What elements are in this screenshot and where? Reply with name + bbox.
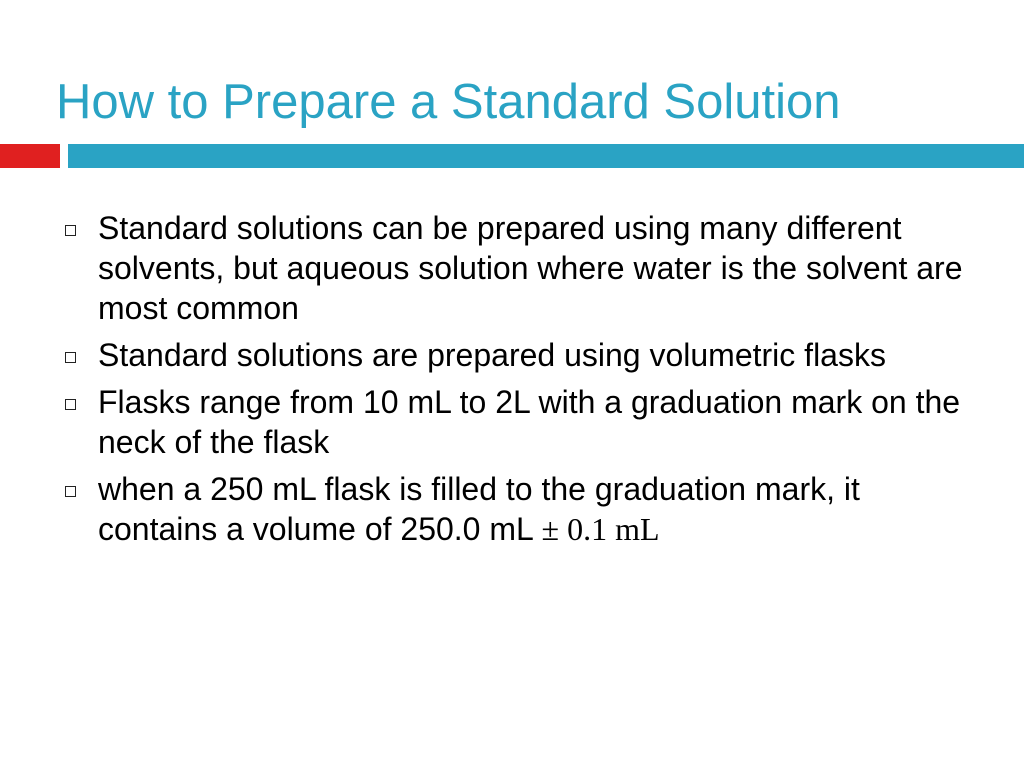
- bullet-text: Flasks range from 10 mL to 2L with a graduation mark on the neck of the flask: [98, 384, 961, 460]
- title-rule-blue-segment: [68, 144, 1024, 168]
- bullet-list: [60, 208, 980, 556]
- bullet-text: Standard solutions are prepared using volumetric flasks: [98, 337, 886, 373]
- slide-title: How to Prepare a Standard Solution: [56, 75, 841, 129]
- bullet-item: [60, 469, 980, 549]
- tolerance-math: ± 0.1 mL: [541, 511, 660, 547]
- hollow-square-icon: [65, 352, 76, 363]
- hollow-square-icon: [65, 225, 76, 236]
- title-rule-red-segment: [0, 144, 60, 168]
- bullet-item: [60, 335, 980, 375]
- hollow-square-icon: [65, 399, 76, 410]
- bullet-item: [60, 208, 980, 328]
- hollow-square-icon: [65, 486, 76, 497]
- bullet-item: [60, 382, 980, 462]
- bullet-text: when a 250 mL flask is filled to the graduation mark, it contains a volume of 250.0 mL: [98, 471, 860, 547]
- bullet-text: Standard solutions can be prepared using many different solvents, but aqueous solution where water is the solvent are most common: [98, 210, 963, 326]
